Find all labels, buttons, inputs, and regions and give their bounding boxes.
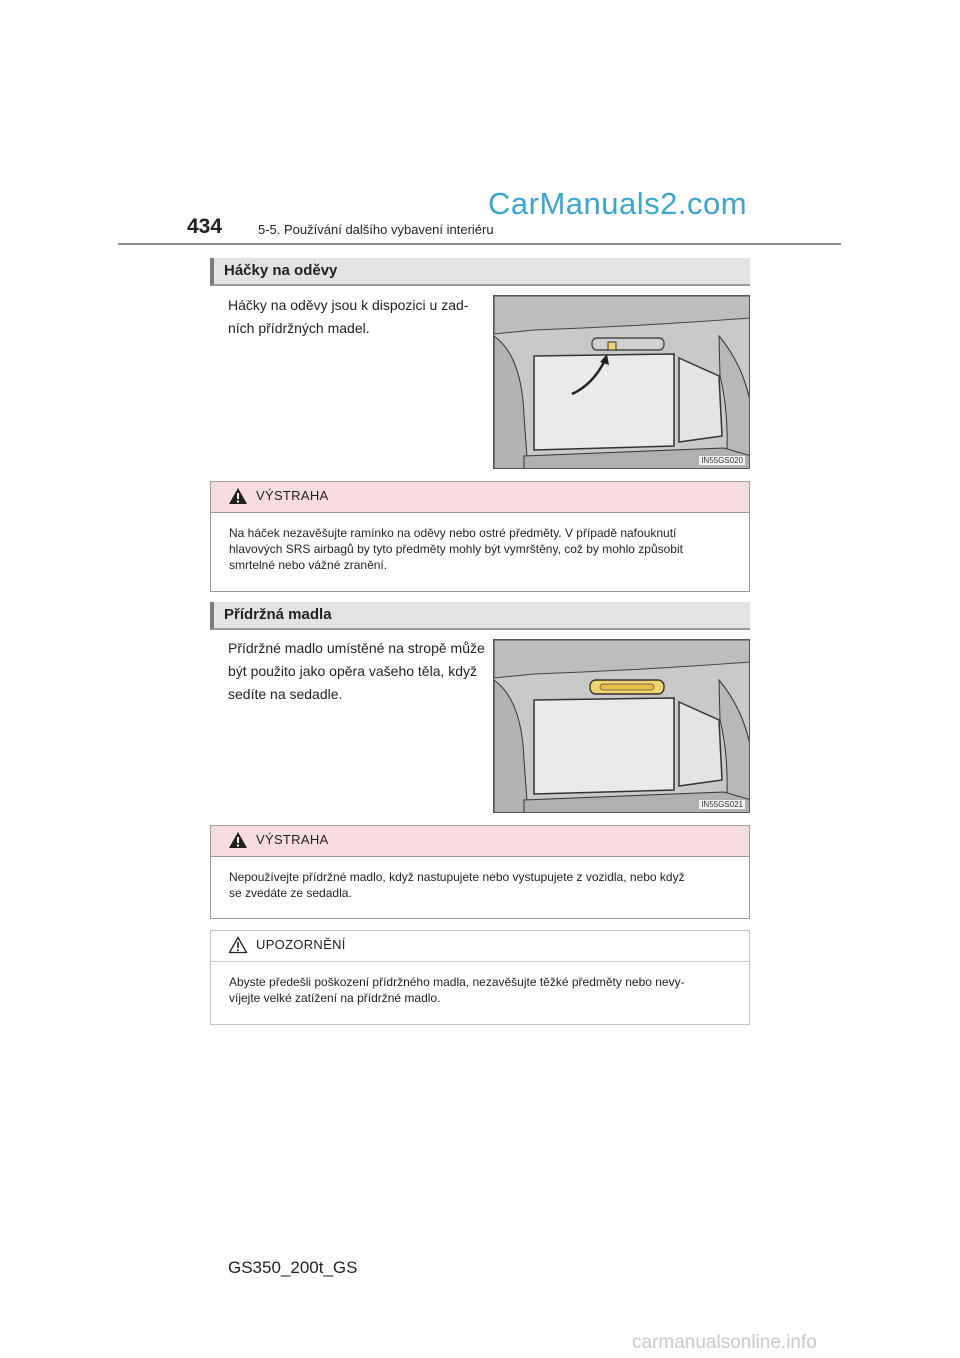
text-line: sedíte na sedadle. <box>228 686 343 702</box>
text-line: ních přídržných madel. <box>228 320 370 336</box>
caution-triangle-icon <box>228 936 248 954</box>
notice-header <box>211 931 749 962</box>
page-number: 434 <box>187 215 223 238</box>
figure-grab-handle <box>493 639 750 813</box>
hook-marker <box>608 342 616 350</box>
section-heading-label: Háčky na oděvy <box>224 262 338 279</box>
warning-header <box>211 482 749 513</box>
notice-label: UPOZORNĚNÍ <box>256 937 346 952</box>
notice-box <box>210 930 750 1025</box>
section-heading-grab-handles <box>210 602 750 630</box>
figure-code: IN55GS020 <box>701 456 743 465</box>
figure-code: IN55GS021 <box>701 800 743 809</box>
warning-triangle-icon <box>228 831 248 849</box>
text-line: Přídržné madlo umístěné na stropě může <box>228 640 485 656</box>
text-line: Abyste předešli poškození přídržného madla, nezavěšujte těžké předměty nebo nevy- <box>229 975 685 989</box>
footer-watermark: carmanualsonline.info <box>632 1332 817 1353</box>
text-line: se zvedáte ze sedadla. <box>229 886 352 900</box>
car-interior-illustration <box>494 640 750 813</box>
text-line: Na háček nezavěšujte ramínko na oděvy nebo ostré předměty. V případě nafouknutí <box>229 526 677 540</box>
header-divider <box>118 243 841 245</box>
notice-text <box>211 962 749 1018</box>
model-code: GS350_200t_GS <box>228 1258 358 1277</box>
warning-box <box>210 481 750 592</box>
section-text <box>228 294 468 340</box>
warning-text <box>211 857 749 913</box>
warning-label: VÝSTRAHA <box>256 488 329 503</box>
warning-label: VÝSTRAHA <box>256 832 329 847</box>
section-heading-clothes-hooks <box>210 258 750 286</box>
warning-header <box>211 826 749 857</box>
watermark-logo: CarManuals2.com <box>488 186 748 221</box>
figure-clothes-hook <box>493 295 750 469</box>
text-line: hlavových SRS airbagů by tyto předměty mohly být vymrštěny, což by mohlo způsobit <box>229 542 683 556</box>
car-interior-illustration <box>494 296 750 469</box>
text-line: Nepoužívejte přídržné madlo, když nastupujete nebo vystupujete z vozidla, nebo když <box>229 870 685 884</box>
warning-text <box>211 513 749 585</box>
chapter-title: 5-5. Používání dalšího vybavení interiéru <box>258 222 494 237</box>
text-line: být použito jako opěra vašeho těla, když <box>228 663 478 679</box>
text-line: Háčky na oděvy jsou k dispozici u zad- <box>228 297 469 313</box>
text-line: smrtelné nebo vážné zranění. <box>229 558 388 572</box>
warning-box <box>210 825 750 919</box>
section-heading-label: Přídržná madla <box>224 606 332 623</box>
grab-handle <box>592 338 664 350</box>
text-line: víjejte velké zatížení na přídržné madlo. <box>229 991 441 1005</box>
section-text <box>228 637 485 706</box>
warning-triangle-icon <box>228 487 248 505</box>
